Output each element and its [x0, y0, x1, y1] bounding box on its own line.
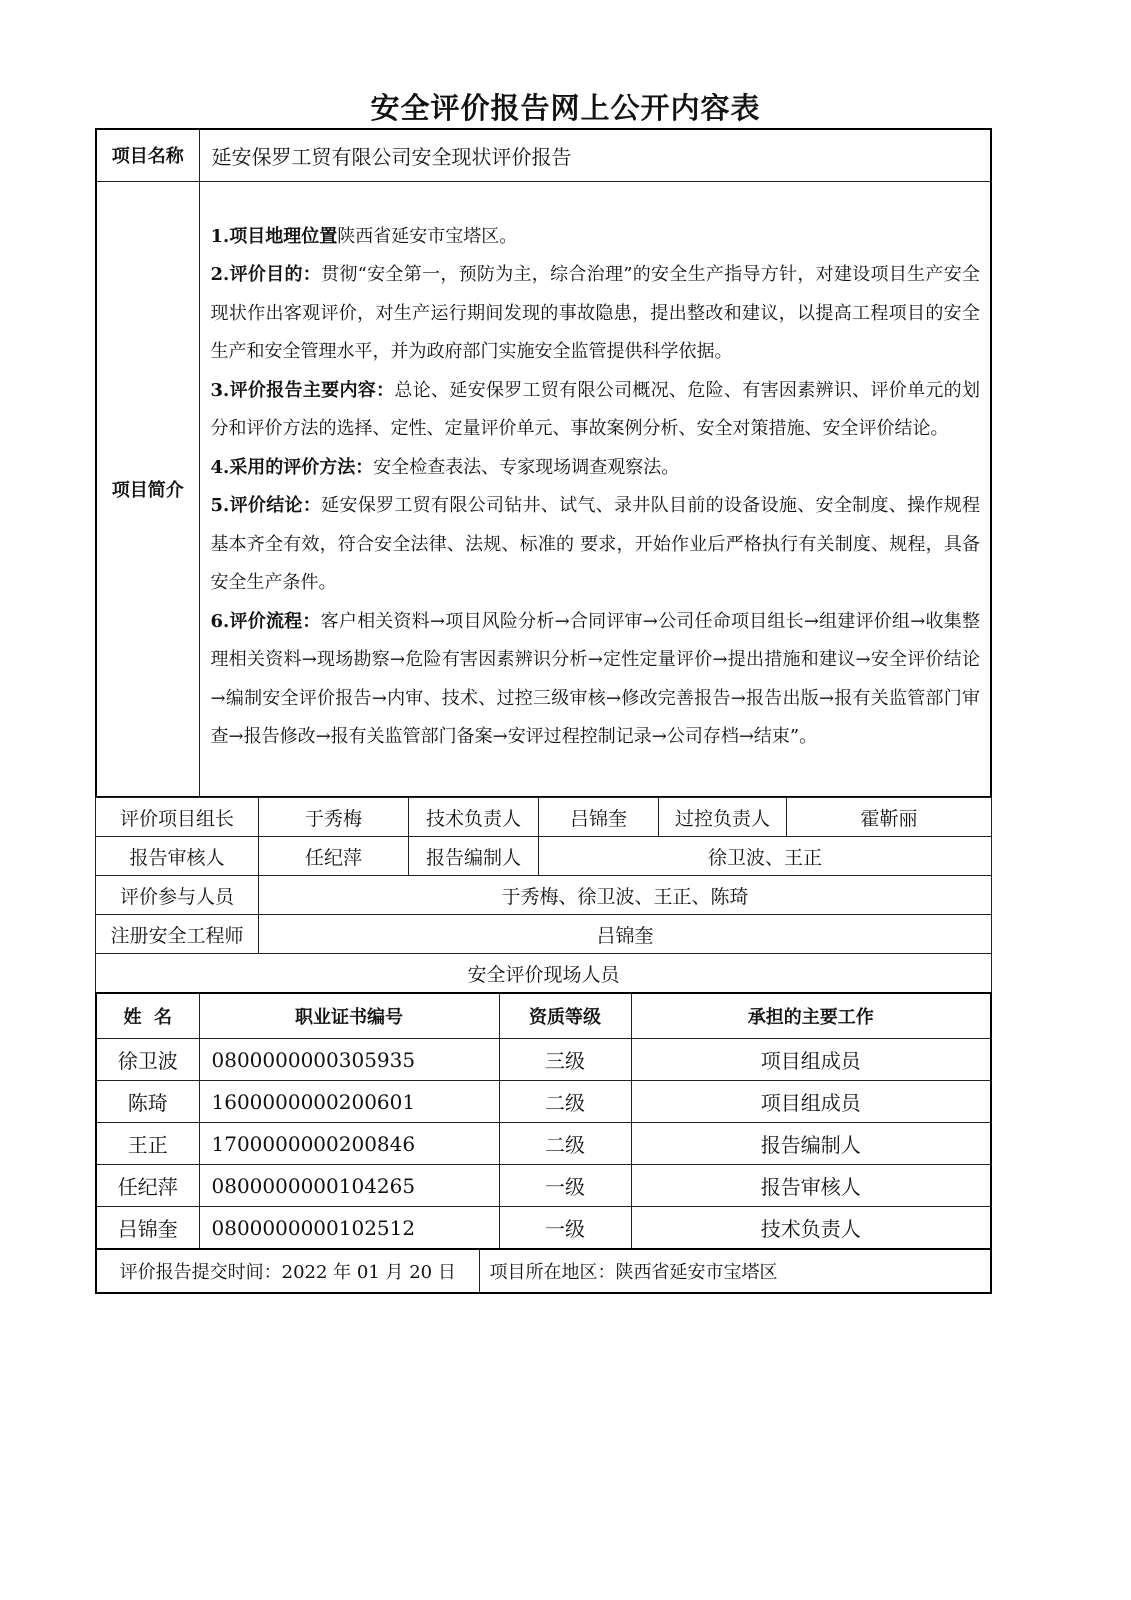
- onsite-staff-heading: 安全评价现场人员: [96, 954, 992, 993]
- author-label: 报告编制人: [409, 837, 539, 876]
- staff-table: [95, 992, 992, 1250]
- intro-item-purpose: 2.评价目的：贯彻“安全第一，预防为主，综合治理”的安全生产指导方针，对建设项目生产安全现状作出客观评价，对生产运行期间发现的事故隐患，提出整改和建议，以提高工程项目的安全生产和安全管理水平，并为政府部门实施安全监管提供科学依据。: [210, 264, 981, 363]
- header-name: 姓 名: [96, 993, 199, 1039]
- intro-item-methods: 4.采用的评价方法：安全检查表法、专家现场调查观察法。: [210, 456, 680, 478]
- leader-label: 评价项目组长: [96, 798, 259, 837]
- intro-item-content: 3.评价报告主要内容：总论、延安保罗工贸有限公司概况、危险、有害因素辨识、评价单元的划分和评价方法的选择、定性、定量评价单元、事故案例分析、安全对策措施、安全评价结论。: [210, 379, 980, 440]
- project-section: [95, 128, 992, 798]
- disclosure-table: [95, 128, 992, 1294]
- project-intro-label: 项目简介: [96, 181, 199, 797]
- leader-value: 于秀梅: [259, 798, 409, 837]
- table-row: 徐卫波 0800000000305935 三级 项目组成员: [96, 1039, 991, 1081]
- intro-item-process: 6.评价流程：客户相关资料→项目风险分析→合同评审→公司任命项目组长→组建评价组→收集整理相关资料→现场勘察→危险有害因素辨识分析→定性定量评价→提出措施和建议→安全评价结论→编制安全评价报告→内审、技术、过控三级审核→修改完善报告→报告出版→报有关监管部门审查→报告修改→报有关监管部门备案→安评过程控制记录→公司存档→结束”。: [210, 610, 980, 748]
- author-value: 徐卫波、王正: [539, 837, 992, 876]
- header-cert: 职业证书编号: [199, 993, 499, 1039]
- header-level: 资质等级: [499, 993, 631, 1039]
- process-label: 过控负责人: [659, 798, 787, 837]
- engineer-value: 吕锦奎: [259, 915, 992, 954]
- project-name-value: 延安保罗工贸有限公司安全现状评价报告: [199, 129, 991, 181]
- page-title: 安全评价报告网上公开内容表: [370, 91, 761, 125]
- participants-value: 于秀梅、徐卫波、王正、陈琦: [259, 876, 992, 915]
- table-row: 王正 1700000000200846 二级 报告编制人: [96, 1123, 991, 1165]
- table-row: 吕锦奎 0800000000102512 一级 技术负责人: [96, 1207, 991, 1250]
- project-location: 项目所在地区：陕西省延安市宝塔区: [479, 1249, 991, 1293]
- submit-time: 评价报告提交时间：2022 年 01 月 20 日: [96, 1249, 479, 1293]
- intro-item-conclusion: 5.评价结论：延安保罗工贸有限公司钻井、试气、录井队目前的设备设施、安全制度、操作规程基本齐全有效，符合安全法律、法规、标准的 要求，开始作业后严格执行有关制度、规程，具备安全生产条件。: [210, 495, 980, 594]
- reviewer-value: 任纪萍: [259, 837, 409, 876]
- engineer-label: 注册安全工程师: [96, 915, 259, 954]
- table-row: 任纪萍 0800000000104265 一级 报告审核人: [96, 1165, 991, 1207]
- process-value: 霍靳丽: [787, 798, 992, 837]
- table-row: 陈琦 1600000000200601 二级 项目组成员: [96, 1081, 991, 1123]
- project-intro: [199, 181, 991, 797]
- intro-item-location: 1.项目地理位置陕西省延安市宝塔区。: [210, 225, 518, 247]
- tech-value: 吕锦奎: [539, 798, 659, 837]
- roles-section: [95, 797, 992, 993]
- tech-label: 技术负责人: [409, 798, 539, 837]
- header-work: 承担的主要工作: [631, 993, 991, 1039]
- participants-label: 评价参与人员: [96, 876, 259, 915]
- reviewer-label: 报告审核人: [96, 837, 259, 876]
- project-name-label: 项目名称: [96, 129, 199, 181]
- footer-section: [95, 1248, 992, 1294]
- staff-header-row: [96, 993, 991, 1039]
